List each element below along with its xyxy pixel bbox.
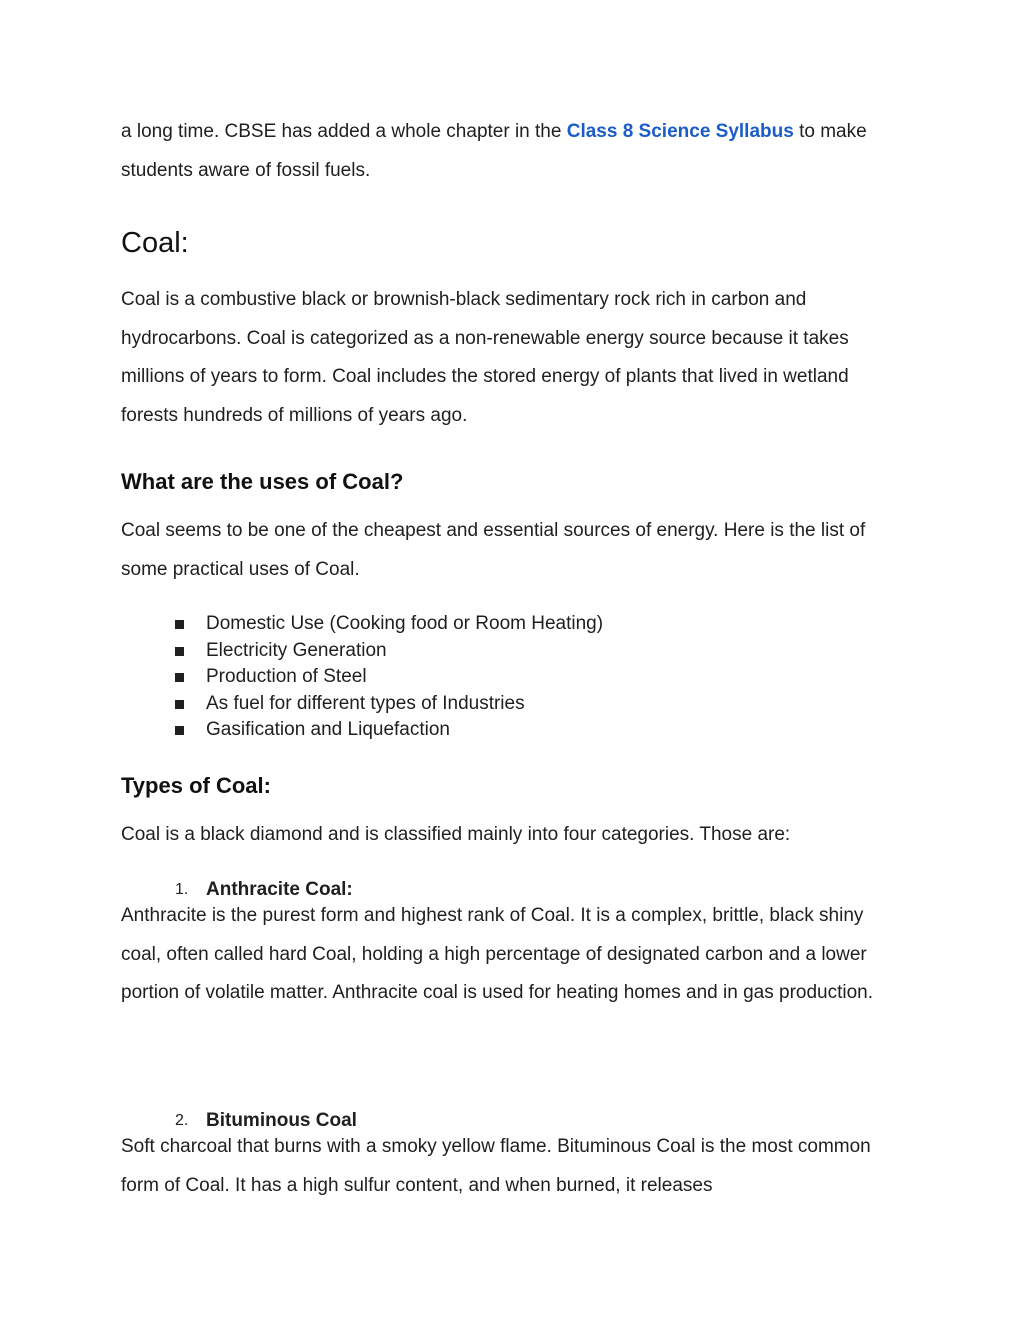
- list-item: [121, 691, 901, 718]
- list-item: [121, 717, 901, 744]
- list-item: [121, 611, 901, 638]
- item-title: Bituminous Coal: [206, 1110, 357, 1131]
- intro-text-before: a long time. CBSE has added a whole chapter in the: [121, 121, 567, 142]
- types-heading: Types of Coal:: [121, 773, 271, 798]
- square-bullet-icon: [175, 700, 184, 709]
- anthracite-description: Anthracite is the purest form and highest rank of Coal. It is a complex, brittle, black shiny coal, often called hard Coal, holding a high percentage of designated carbon and a lower portion of volatile matter. Anthracite coal is used for heating homes and in gas production.: [121, 905, 874, 1003]
- square-bullet-icon: [175, 620, 184, 629]
- bituminous-description: Soft charcoal that burns with a smoky yellow flame. Bituminous Coal is the most common form of Coal. It has a high sulfur content, and when burned, it releases: [121, 1136, 871, 1196]
- uses-heading: What are the uses of Coal?: [121, 469, 404, 494]
- item-number: 2.: [175, 1112, 189, 1129]
- item-title: Anthracite Coal:: [206, 879, 353, 900]
- intro-text-after: to make students aware of fossil fuels.: [121, 121, 867, 181]
- coal-heading: Coal:: [121, 227, 189, 259]
- square-bullet-icon: [175, 673, 184, 682]
- types-paragraph: Coal is a black diamond and is classified mainly into four categories. Those are:: [121, 824, 791, 845]
- list-item-label: Electricity Generation: [206, 639, 387, 661]
- list-item-label: Domestic Use (Cooking food or Room Heating): [206, 613, 604, 634]
- uses-list: [121, 611, 901, 744]
- list-item-label: As fuel for different types of Industries: [206, 692, 525, 714]
- class-8-science-syllabus-link[interactable]: Class 8 Science Syllabus: [566, 121, 794, 142]
- uses-paragraph: Coal seems to be one of the cheapest and essential sources of energy. Here is the list of some practical uses of Coal.: [121, 520, 866, 580]
- square-bullet-icon: [175, 647, 184, 656]
- list-item-label: Gasification and Liquefaction: [206, 719, 450, 740]
- square-bullet-icon: [175, 726, 184, 735]
- intro-paragraph: [121, 113, 901, 190]
- coal-paragraph: Coal is a combustive black or brownish-black sedimentary rock rich in carbon and hydrocarbons. Coal is categorized as a non-renewable energy source because it takes millions of years to form. Coal includes the stored energy of plants that lived in wetland forests hundreds of millions of years ago.: [121, 289, 849, 426]
- item-number: 1.: [175, 881, 189, 898]
- list-item-label: Production of Steel: [206, 666, 367, 687]
- list-item: [121, 664, 901, 691]
- list-item: [121, 638, 901, 665]
